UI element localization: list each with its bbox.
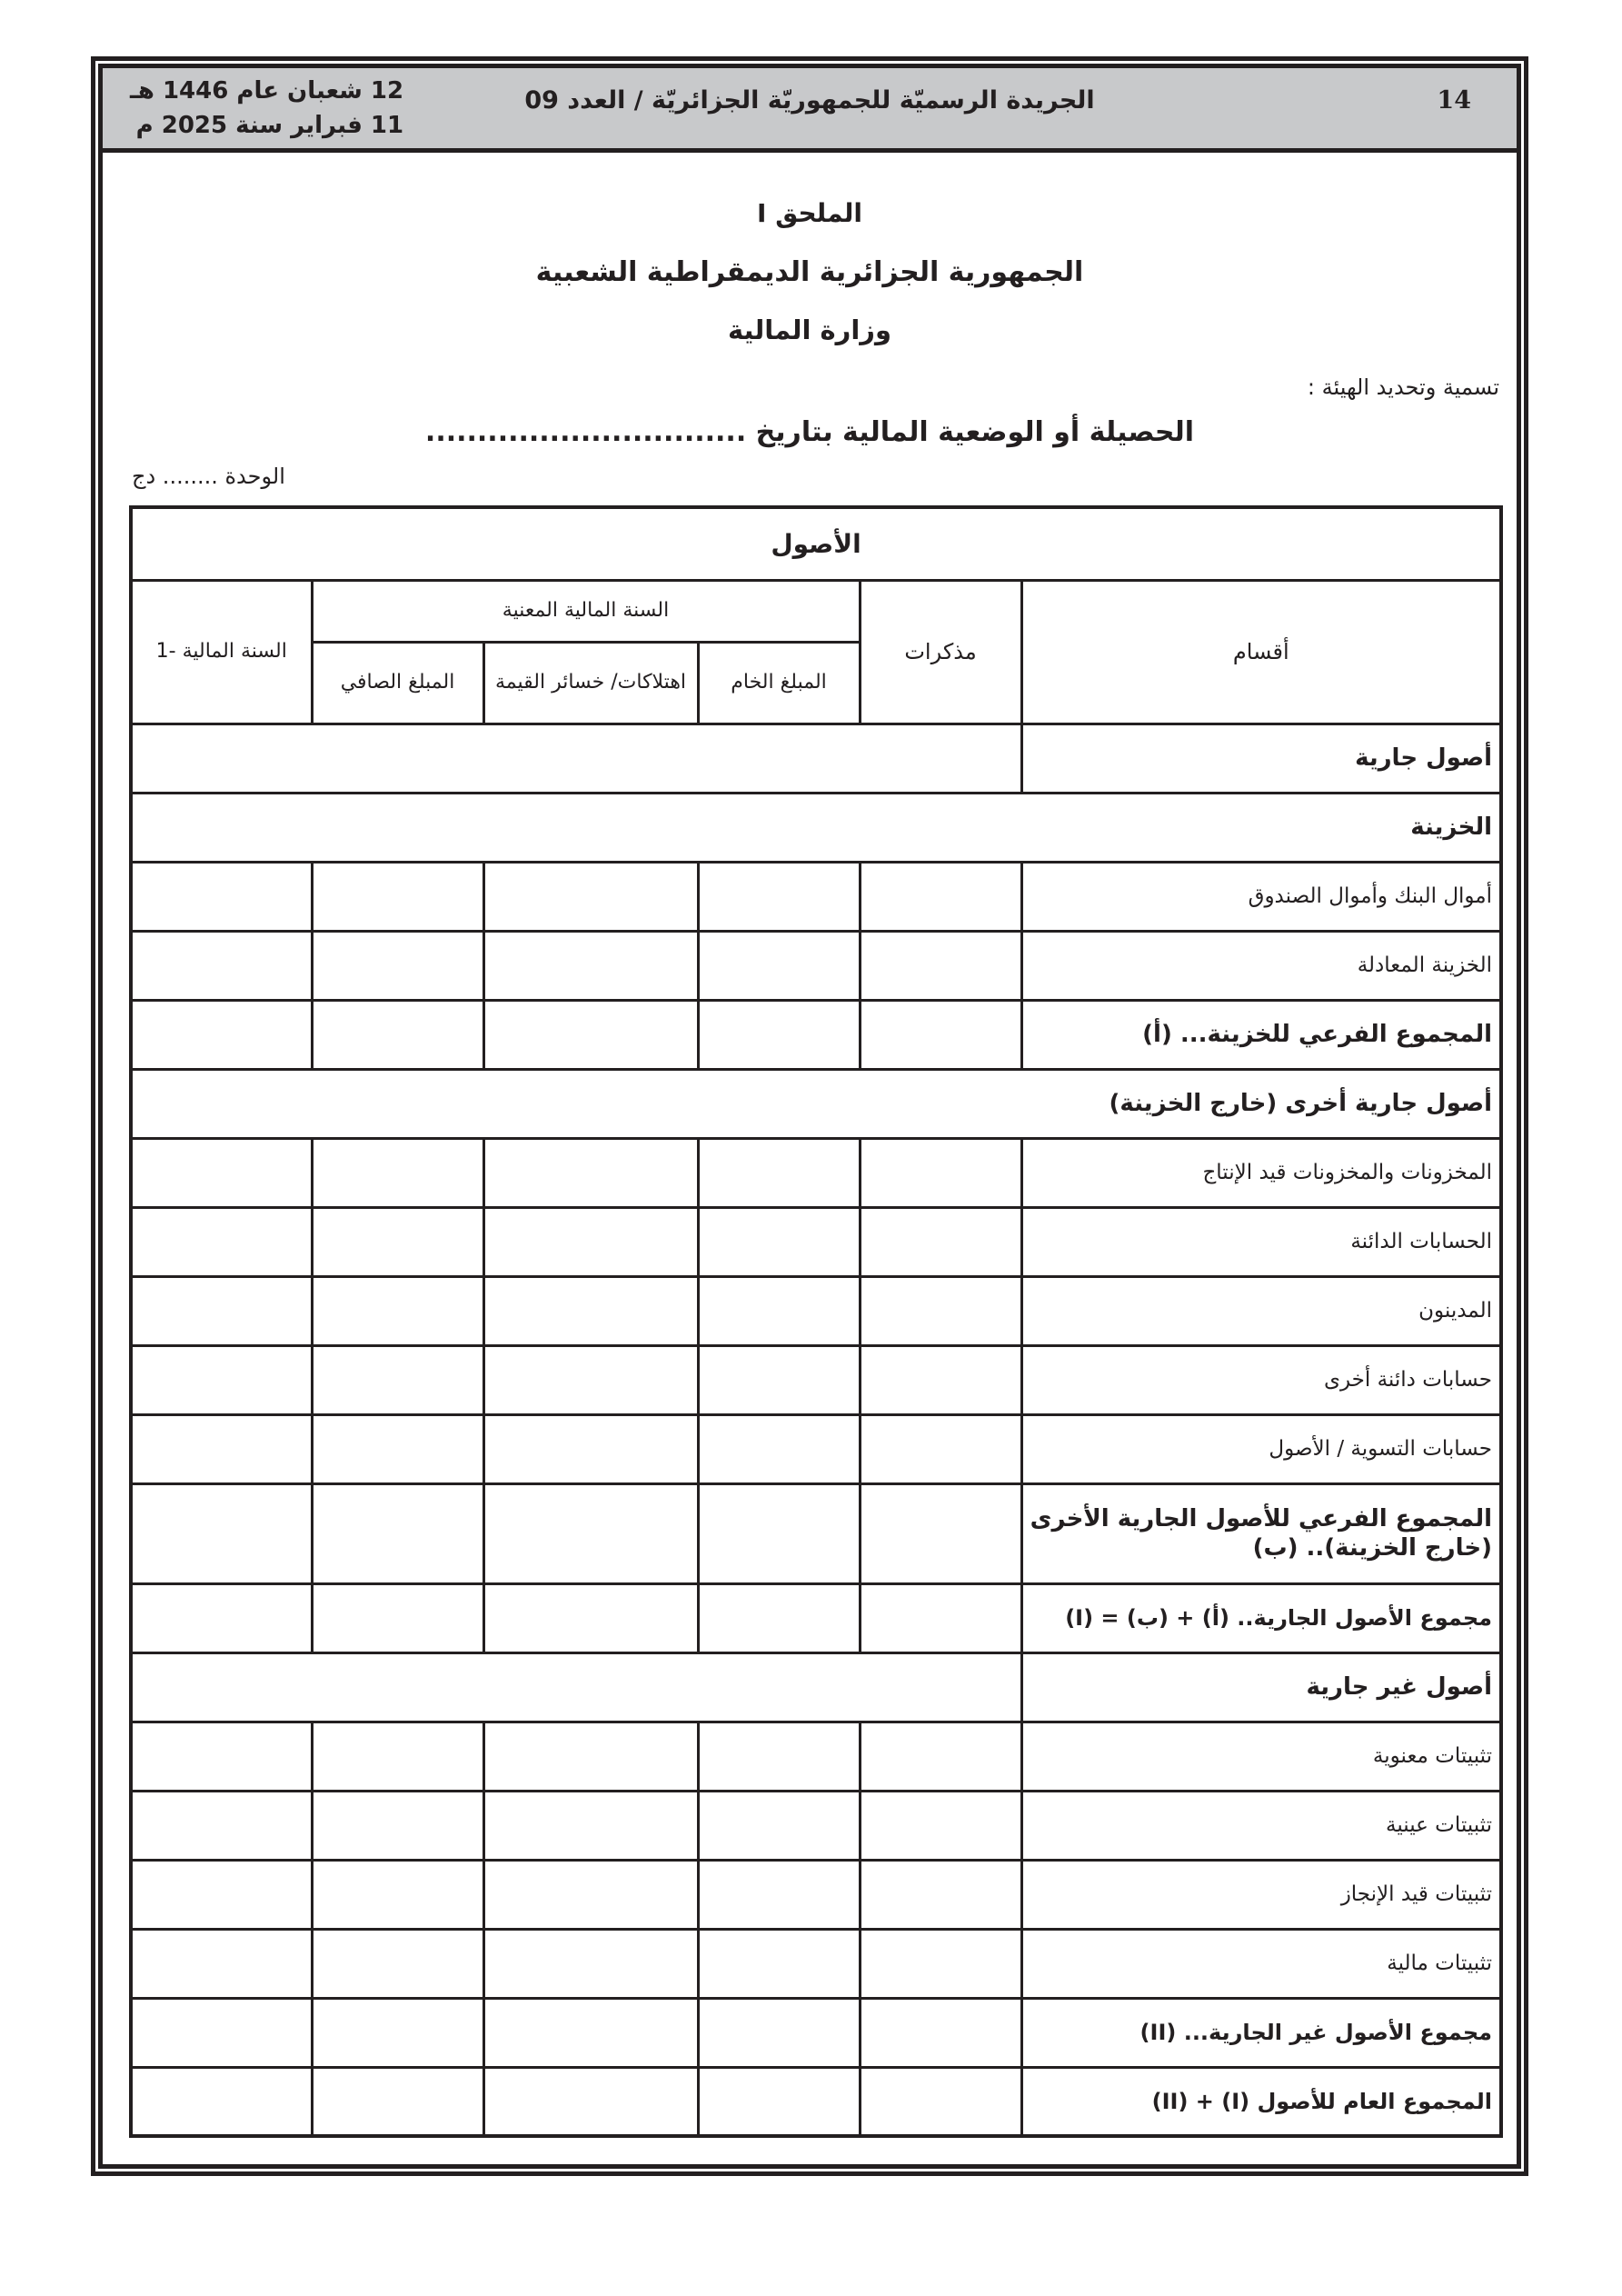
table-row [131, 1138, 1501, 1207]
table-row [131, 1000, 1501, 1069]
gross-cell[interactable] [698, 1998, 860, 2067]
row-label: مجموع الأصول غير الجارية... (II) [1021, 1998, 1501, 2067]
gross-cell[interactable] [698, 1722, 860, 1791]
row-label: تثبيتات معنوية [1021, 1722, 1501, 1791]
notes-cell[interactable] [860, 1998, 1021, 2067]
gazette-header [103, 68, 1517, 153]
page-number: 14 [1437, 86, 1471, 115]
row-label: تثبيتات عينية [1021, 1791, 1501, 1860]
table-row [131, 1929, 1501, 1998]
prev-year-cell[interactable] [131, 1722, 312, 1791]
table-row [131, 724, 1501, 793]
row-label: المخزونات والمخزونات قيد الإنتاج [1021, 1138, 1501, 1207]
depreciation-cell[interactable] [483, 1722, 698, 1791]
notes-cell[interactable] [860, 862, 1021, 931]
net-cell[interactable] [312, 931, 483, 1000]
table-row [131, 1652, 1501, 1722]
notes-cell[interactable] [860, 1583, 1021, 1652]
annex-title: الملحق I [757, 198, 862, 228]
table-row [131, 1207, 1501, 1276]
notes-cell[interactable] [860, 2067, 1021, 2136]
statement-title: الحصيلة أو الوضعية المالية بتاريخ ............................... [424, 416, 1195, 448]
prev-year-cell[interactable] [131, 1000, 312, 1069]
col-depreciation: اهتلاكات/ خسائر القيمة [483, 642, 698, 724]
prev-year-cell[interactable] [131, 862, 312, 931]
gross-cell[interactable] [698, 931, 860, 1000]
table-row [131, 2067, 1501, 2136]
row-label: حسابات التسوية / الأصول [1021, 1414, 1501, 1483]
gregorian-date: 11 فبراير سنة 2025 م [135, 112, 404, 139]
gross-cell[interactable] [698, 2067, 860, 2136]
depreciation-cell[interactable] [483, 1345, 698, 1414]
table-row [131, 1791, 1501, 1860]
net-cell[interactable] [312, 1000, 483, 1069]
net-cell[interactable] [312, 1929, 483, 1998]
row-label: أصول جارية [1021, 724, 1501, 793]
net-cell[interactable] [312, 1860, 483, 1929]
gross-cell[interactable] [698, 1929, 860, 1998]
row-label: أصول جارية أخرى (خارج الخزينة) [131, 1069, 1501, 1138]
table-row [131, 1998, 1501, 2067]
table-row [131, 1483, 1501, 1583]
prev-year-cell[interactable] [131, 931, 312, 1000]
table-row [131, 1414, 1501, 1483]
row-label: الحسابات الدائنة [1021, 1207, 1501, 1276]
merged-cell [131, 1652, 1021, 1722]
gazette-title: الجريدة الرسميّة للجمهوريّة الجزائريّة / العدد 09 [524, 86, 1095, 115]
depreciation-cell[interactable] [483, 2067, 698, 2136]
notes-cell[interactable] [860, 1791, 1021, 1860]
table-row [131, 862, 1501, 931]
republic-name: الجمهورية الجزائرية الديمقراطية الشعبية [535, 256, 1084, 288]
notes-cell[interactable] [860, 1000, 1021, 1069]
table-row [131, 1276, 1501, 1345]
gross-cell[interactable] [698, 1791, 860, 1860]
depreciation-cell[interactable] [483, 1929, 698, 1998]
col-previous-year: السنة المالية -1 [131, 580, 312, 724]
ministry-name: وزارة المالية [727, 314, 892, 345]
net-cell[interactable] [312, 1276, 483, 1345]
notes-cell[interactable] [860, 1276, 1021, 1345]
notes-cell[interactable] [860, 1929, 1021, 1998]
row-label: تثبيتات مالية [1021, 1929, 1501, 1998]
row-label: تثبيتات قيد الإنجاز [1021, 1860, 1501, 1929]
prev-year-cell[interactable] [131, 1583, 312, 1652]
depreciation-cell[interactable] [483, 1860, 698, 1929]
depreciation-cell[interactable] [483, 1414, 698, 1483]
table-title: الأصول [131, 507, 1501, 580]
depreciation-cell[interactable] [483, 1138, 698, 1207]
gross-cell[interactable] [698, 1345, 860, 1414]
prev-year-cell[interactable] [131, 1929, 312, 1998]
issue-date [130, 74, 403, 143]
prev-year-cell[interactable] [131, 1791, 312, 1860]
net-cell[interactable] [312, 862, 483, 931]
net-cell[interactable] [312, 1483, 483, 1583]
net-cell[interactable] [312, 1583, 483, 1652]
depreciation-cell[interactable] [483, 931, 698, 1000]
gross-cell[interactable] [698, 1414, 860, 1483]
notes-cell[interactable] [860, 1207, 1021, 1276]
col-net-amount: المبلغ الصافي [312, 642, 483, 724]
table-row [131, 1583, 1501, 1652]
gross-cell[interactable] [698, 1207, 860, 1276]
table-row [131, 1069, 1501, 1138]
depreciation-cell[interactable] [483, 1998, 698, 2067]
prev-year-cell[interactable] [131, 1414, 312, 1483]
gross-cell[interactable] [698, 862, 860, 931]
depreciation-cell[interactable] [483, 862, 698, 931]
notes-cell[interactable] [860, 931, 1021, 1000]
net-cell[interactable] [312, 1207, 483, 1276]
row-label: أصول غير جارية [1021, 1652, 1501, 1722]
table-row [131, 793, 1501, 862]
assets-table [129, 505, 1503, 2138]
row-label: الخزينة [131, 793, 1501, 862]
gross-cell[interactable] [698, 1138, 860, 1207]
depreciation-cell[interactable] [483, 1483, 698, 1583]
merged-cell [131, 724, 1021, 793]
table-row [131, 1722, 1501, 1791]
gross-cell[interactable] [698, 1860, 860, 1929]
col-sections: أقسام [1021, 580, 1501, 724]
prev-year-cell[interactable] [131, 1483, 312, 1583]
col-notes: مذكرات [860, 580, 1021, 724]
notes-cell[interactable] [860, 1722, 1021, 1791]
row-label: المجموع الفرعي للأصول الجارية الأخرى (خارج الخزينة).. (ب) [1021, 1483, 1501, 1583]
table-row [131, 1860, 1501, 1929]
net-cell[interactable] [312, 1791, 483, 1860]
depreciation-cell[interactable] [483, 1276, 698, 1345]
prev-year-cell[interactable] [131, 2067, 312, 2136]
row-label: المدينون [1021, 1276, 1501, 1345]
gross-cell[interactable] [698, 1483, 860, 1583]
notes-cell[interactable] [860, 1483, 1021, 1583]
prev-year-cell[interactable] [131, 1998, 312, 2067]
row-label: المجموع الفرعي للخزينة... (أ) [1021, 1000, 1501, 1069]
prev-year-cell[interactable] [131, 1207, 312, 1276]
net-cell[interactable] [312, 1414, 483, 1483]
prev-year-cell[interactable] [131, 1276, 312, 1345]
prev-year-cell[interactable] [131, 1345, 312, 1414]
currency-unit: الوحدة ........ دج [132, 464, 285, 489]
row-label: مجموع الأصول الجارية.. (أ) + (ب) = (I) [1021, 1583, 1501, 1652]
notes-cell[interactable] [860, 1860, 1021, 1929]
row-label: المجموع العام للأصول (I) + (II) [1021, 2067, 1501, 2136]
net-cell[interactable] [312, 1345, 483, 1414]
row-label: حسابات دائنة أخرى [1021, 1345, 1501, 1414]
gross-cell[interactable] [698, 1276, 860, 1345]
prev-year-cell[interactable] [131, 1860, 312, 1929]
organization-label: تسمية وتحديد الهيئة : [1307, 374, 1499, 400]
row-label: أموال البنك وأموال الصندوق [1021, 862, 1501, 931]
net-cell[interactable] [312, 1138, 483, 1207]
row-label: الخزينة المعادلة [1021, 931, 1501, 1000]
depreciation-cell[interactable] [483, 1791, 698, 1860]
prev-year-cell[interactable] [131, 1138, 312, 1207]
notes-cell[interactable] [860, 1138, 1021, 1207]
net-cell[interactable] [312, 2067, 483, 2136]
gross-cell[interactable] [698, 1583, 860, 1652]
depreciation-cell[interactable] [483, 1583, 698, 1652]
depreciation-cell[interactable] [483, 1000, 698, 1069]
net-cell[interactable] [312, 1998, 483, 2067]
hijri-date: 12 شعبان عام 1446 هـ [130, 77, 404, 105]
gross-cell[interactable] [698, 1000, 860, 1069]
depreciation-cell[interactable] [483, 1207, 698, 1276]
table-row [131, 931, 1501, 1000]
net-cell[interactable] [312, 1722, 483, 1791]
notes-cell[interactable] [860, 1414, 1021, 1483]
notes-cell[interactable] [860, 1345, 1021, 1414]
col-current-year: السنة المالية المعنية [312, 580, 860, 642]
table-row [131, 1345, 1501, 1414]
col-gross-amount: المبلغ الخام [698, 642, 860, 724]
